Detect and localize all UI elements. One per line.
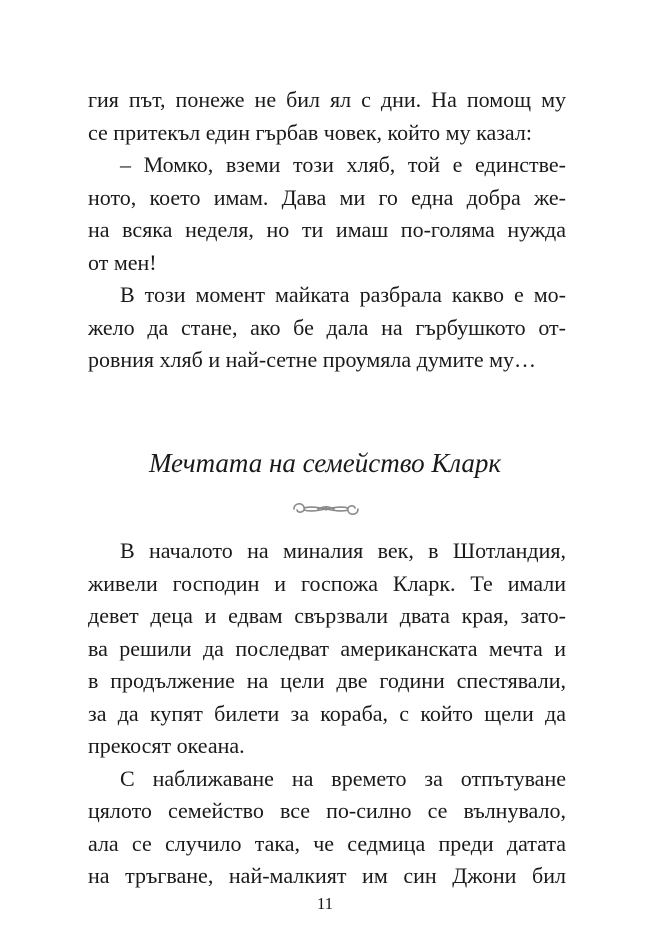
- text-line: гия път, понеже не бил ял с дни. На помощ му: [88, 87, 566, 112]
- paragraph-block-story-ending: [88, 84, 566, 377]
- text-line: ното, което имам. Дава ми го една добра же-: [88, 184, 566, 210]
- text-line: С наближаване на времето за отпътуване: [120, 765, 566, 791]
- flourish-ornament-icon: [288, 498, 364, 520]
- chapter-title: Мечтата на семейство Кларк: [148, 448, 502, 478]
- text-line: на всяка неделя, но ти имаш по-голяма нужда: [88, 217, 566, 242]
- text-line: се притекъл един гърбав човек, който му казал:: [88, 119, 532, 145]
- text-line: жело да стане, ако бе дала на гърбушкото от-: [88, 314, 566, 340]
- text-line: за да купят билети за кораба, с който щели да: [88, 700, 566, 726]
- text-line: ровния хляб и най-сетне проумяла думите му…: [88, 347, 537, 372]
- text-line: прекосят океана.: [88, 733, 245, 758]
- page-number: 11: [316, 894, 334, 913]
- text-line: ва решили да последват американската мечта и: [88, 635, 566, 661]
- text-line: живели господин и госпожа Кларк. Те имали: [88, 570, 566, 596]
- text-line: девет деца и едвам свързвали двата края, зато-: [88, 603, 566, 628]
- text-line: В този момент майката разбрала какво е мо-: [120, 282, 566, 307]
- text-line: в продължение на цели две години спестявали,: [88, 668, 566, 693]
- text-line: цялото семейство все по-силно се вълнувало,: [88, 798, 566, 823]
- text-line: на тръгване, най-малкият им син Джони бил: [88, 863, 566, 888]
- text-line: В началото на миналия век, в Шотландия,: [120, 538, 566, 563]
- text-line: ала се случило така, че седмица преди датата: [88, 830, 566, 856]
- text-line: – Момко, вземи този хляб, той е единстве-: [120, 152, 566, 177]
- text-line: от мен!: [88, 249, 157, 275]
- paragraph-block-clark-story: [88, 535, 566, 893]
